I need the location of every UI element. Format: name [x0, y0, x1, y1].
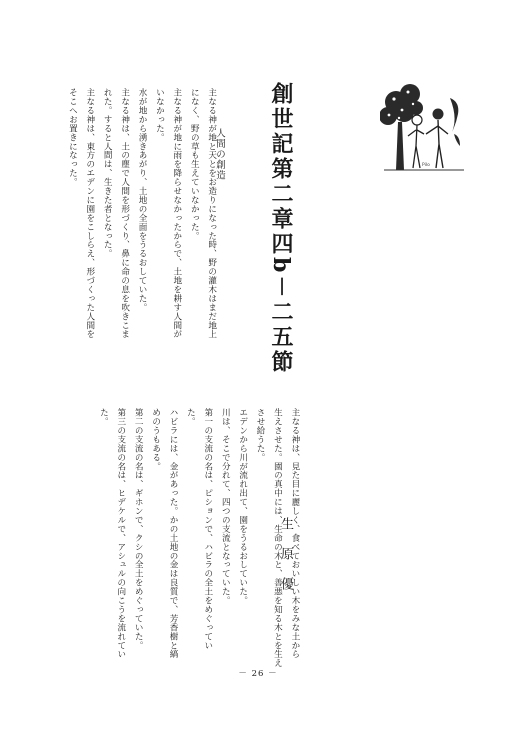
page-number: － 26 － — [238, 669, 278, 679]
adam-eve-illustration — [380, 84, 468, 174]
illustration-signature: Pilo — [422, 163, 430, 168]
page-title: 創世記第二章四b－二五節 — [268, 82, 294, 376]
upper-text-block: 主なる神が地と天とをお造りになった時、野の灌木はまだ地上 になく、野の草も生えていなかった。 主なる神が地に雨を降らせなかったからで、土地を耕す人間が いなかった。 水が地から湧きあがり、土地の全面をうるおしていた。 主なる神は、土の塵で人間を形づくり、鼻に命の息を吹きこま れた。すると人間は、生きた者となった。 主なる神は、東方のエデンに園をこしらえ、形づくった人間を そこへお置きになった。 — [67, 88, 217, 339]
author-name: 生原優 — [278, 517, 293, 607]
lower-text-block: 主なる神は、見た目に麗しく、食べておいしい木をみな土から 生えさせた。園の真中には、生命の木と、善悪を知る木とを生え させ給うた。 エデンから川が流れ出て、園をうるおしていた。 川は、そこで分れて、四つの支流となっていた。 第一の支流の名は、ピションで、ハビラの全土をめぐってい た。 ハビラには、金があった。かの土地の金は良質で、芳香樹と縞 めのうもある。 第二の支流の名は、ギホンで、クシの全土をめぐっていた。 第三の支流の名は、ヒデケルで、アシュルの向こうを流れてい た。 — [98, 408, 300, 668]
section-heading: 人間の創造 — [214, 128, 225, 181]
